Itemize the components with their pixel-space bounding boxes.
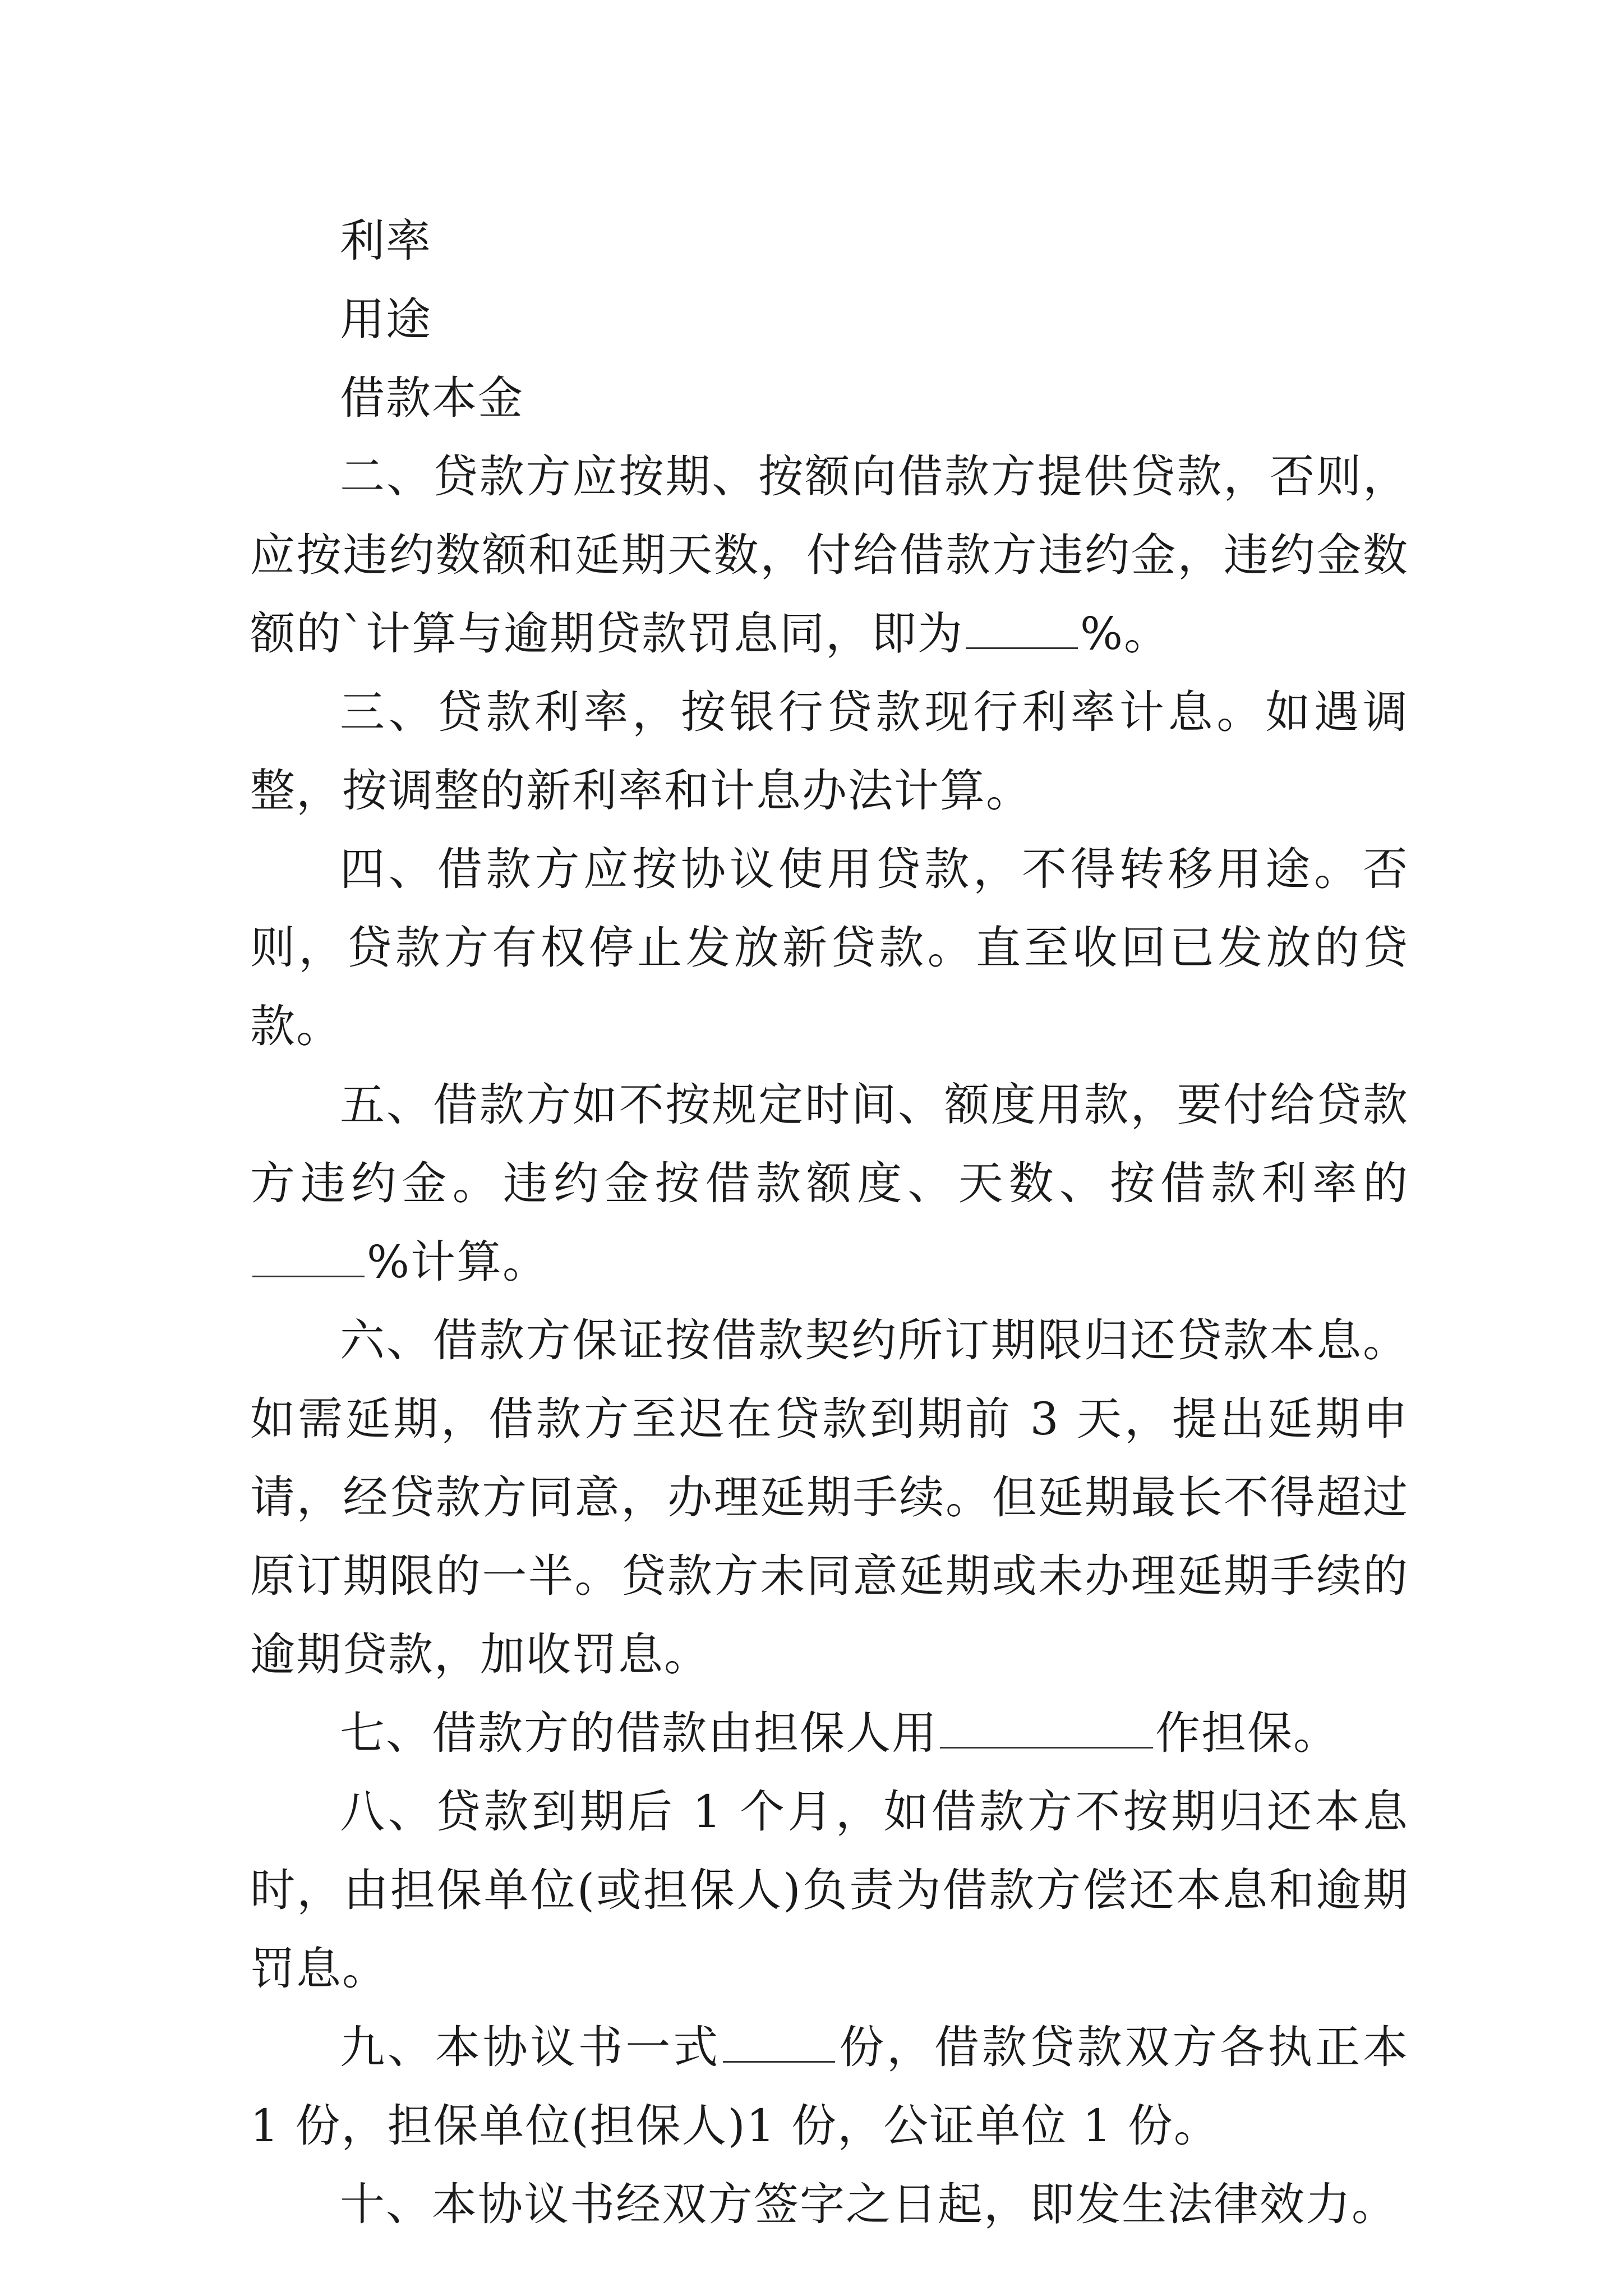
clause-2-text: 二、贷款方应按期、按额向借款方提供贷款，否则，应按违约数额和延期天数，付给借款方违约金，违约金数额的`计算与逾期贷款罚息同，即为 [250,450,1409,660]
clause-6: 六、借款方保证按借款契约所订期限归还贷款本息。如需延期，借款方至迟在贷款到期前 3 天，提出延期申请，经贷款方同意，办理延期手续。但延期最长不得超过原订期限的一半。贷款方未同意延期或未办理延期手续的逾期贷款，加收罚息。 [250,1314,1409,1681]
fill-blank-copies[interactable] [723,2022,835,2063]
clause-8: 八、贷款到期后 1 个月，如借款方不按期归还本息时，由担保单位(或担保人)负责为借款方偿还本息和逾期罚息。 [250,1786,1409,1995]
heading-principal: 借款本金 [340,372,524,424]
clause-2-tail: %。 [1080,608,1170,660]
clause-10: 十、本协议书经双方签字之日起，即发生法律效力。 [340,2178,1398,2230]
heading-interest-rate: 利率 [340,215,432,267]
document-page [250,202,1409,2244]
fill-blank-default-rate[interactable] [252,1236,365,1277]
clause-2 [250,438,1409,673]
clause-7-tail: 作担保。 [1155,1707,1339,1759]
clause-9-text: 九、本协议书一式 [340,2021,721,2073]
heading-purpose: 用途 [340,293,432,346]
clause-7-text: 七、借款方的借款由担保人用 [340,1707,938,1759]
clause-4: 四、借款方应按协议使用贷款，不得转移用途。否则，贷款方有权停止发放新贷款。直至收回已发放的贷款。 [250,843,1409,1052]
clause-9-tail: 份，借款贷款双方各执正本 1 份，担保单位(担保人)1 份，公证单位 1 份。 [250,2021,1409,2152]
clause-9 [250,2008,1409,2165]
clause-3: 三、贷款利率，按银行贷款现行利率计息。如遇调整，按调整的新利率和计息办法计算。 [250,686,1409,817]
fill-blank-collateral[interactable] [940,1708,1153,1749]
clause-5-text: 五、借款方如不按规定时间、额度用款，要付给贷款方违约金。违约金按借款额度、天数、按借款利率的 [250,1079,1409,1209]
clause-5 [250,1066,1409,1301]
clause-5-tail: %计算。 [367,1236,549,1288]
clause-7 [250,1694,1409,1773]
fill-blank-penalty-rate[interactable] [966,608,1078,649]
